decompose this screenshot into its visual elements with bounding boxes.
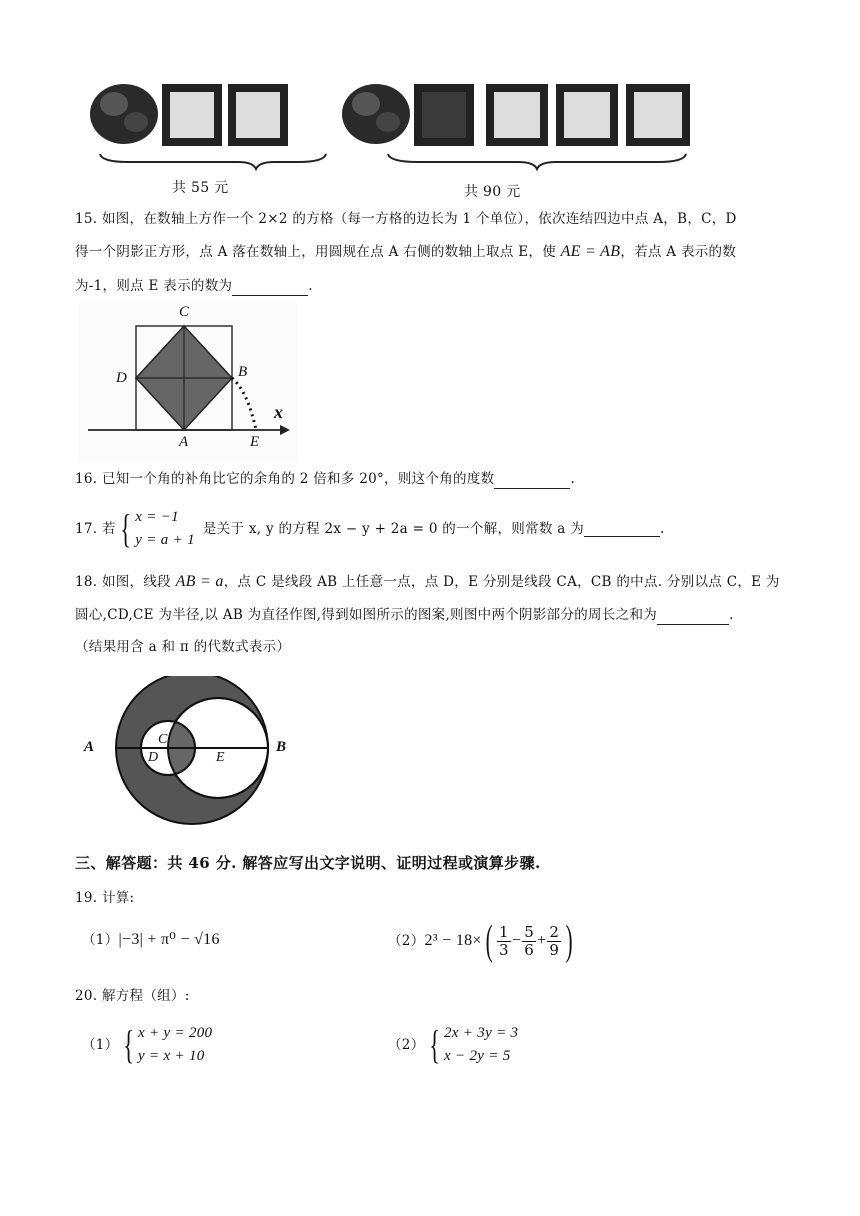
q19-title: 19. 计算:	[75, 890, 135, 906]
label-C: C	[158, 732, 168, 747]
left-total-label: 共 55 元	[172, 180, 229, 196]
brace-right	[388, 154, 686, 169]
q15-line3: 为-1，则点 E 表示的数为 .	[75, 278, 313, 294]
q15-answer-blank[interactable]	[232, 281, 308, 296]
q16-answer-blank[interactable]	[494, 474, 570, 489]
q15-line1: 15. 如图，在数轴上方作一个 2×2 的方格（每一方格的边长为 1 个单位），依次连结四边中点 A，B，C，D	[75, 211, 737, 227]
flower-bouquet-left	[90, 84, 158, 144]
label-E: E	[250, 434, 260, 450]
label-B: B	[276, 739, 287, 755]
q18-line2: 圆心,CD,CE 为半径,以 AB 为直径作图,得到如图所示的图案,则图中两个阴影部分的周长之和为 .	[75, 607, 734, 623]
q15-figure	[78, 302, 298, 462]
label-A: A	[84, 739, 95, 755]
q18-line3: （结果用含 a 和 π 的代数式表示）	[75, 639, 291, 655]
q19-part2: （2） 2³ − 18× ( $\frac{1}{3}$ − $\frac{5}{6}$ + $\frac{2}{9}$ )	[388, 918, 573, 964]
q18-equation: AB = a	[175, 573, 224, 590]
q17-line: 17. 若 { x = −1 y = a + 1 是关于 x, y 的方程 2x − y + 2a = 0 的一个解，则常数 a 为 .	[75, 506, 665, 551]
q16-line: 16. 已知一个角的补角比它的余角的 2 倍和多 20°，则这个角的度数 .	[75, 471, 576, 487]
gift-price-figure	[88, 74, 708, 204]
q19-part2-prefix: 2³ − 18×	[424, 932, 482, 949]
q18-line1: 18. 如图，线段 AB = a，点 C 是线段 AB 上任意一点，点 D，E 分别是线段 CA，CB 的中点. 分别以点 C，E 为	[75, 573, 780, 590]
q19-part1-expression: |−3| + π⁰ − √16	[118, 931, 220, 948]
right-total-label: 共 90 元	[464, 184, 521, 200]
q20-part2: （2） { 2x + 3y = 3 x − 2y = 5	[388, 1022, 519, 1067]
q20-part2-row1: 2x + 3y = 3	[444, 1025, 519, 1041]
label-A: A	[179, 434, 189, 450]
label-D: D	[116, 370, 127, 386]
q18-figure	[80, 676, 300, 826]
q19-part1: （1）|−3| + π⁰ − √16	[82, 931, 220, 948]
q20-part1-row1: x + y = 200	[138, 1025, 213, 1041]
q15-equation: AE = AB	[560, 243, 621, 260]
section-heading: 三、解答题：共 46 分. 解答应写出文字说明、证明过程或演算步骤.	[75, 854, 541, 872]
flower-bouquet-right	[342, 84, 410, 144]
q18-answer-blank[interactable]	[657, 610, 729, 625]
q20-part1: （1） { x + y = 200 y = x + 10	[82, 1022, 213, 1067]
brace-left	[100, 154, 326, 169]
label-D: D	[148, 750, 159, 765]
label-x: x	[274, 402, 283, 422]
fraction-5-6: $\frac{5}{6}$	[524, 922, 535, 959]
label-C: C	[179, 304, 190, 320]
q20-part1-row2: y = x + 10	[138, 1048, 205, 1064]
q20-part2-row2: x − 2y = 5	[444, 1048, 511, 1064]
label-B: B	[238, 364, 248, 380]
label-E: E	[216, 750, 225, 765]
fraction-2-9: $\frac{2}{9}$	[549, 922, 560, 959]
q17-row1: x = −1	[135, 509, 179, 525]
fraction-1-3: $\frac{1}{3}$	[499, 922, 509, 959]
q15-line2: 得一个阴影正方形，点 A 落在数轴上，用圆规在点 A 右侧的数轴上取点 E，使 AE = AB，若点 A 表示的数	[75, 243, 737, 260]
q17-row2: y = a + 1	[135, 532, 195, 548]
q17-answer-blank[interactable]	[584, 522, 660, 537]
q20-title: 20. 解方程（组）:	[75, 988, 190, 1004]
